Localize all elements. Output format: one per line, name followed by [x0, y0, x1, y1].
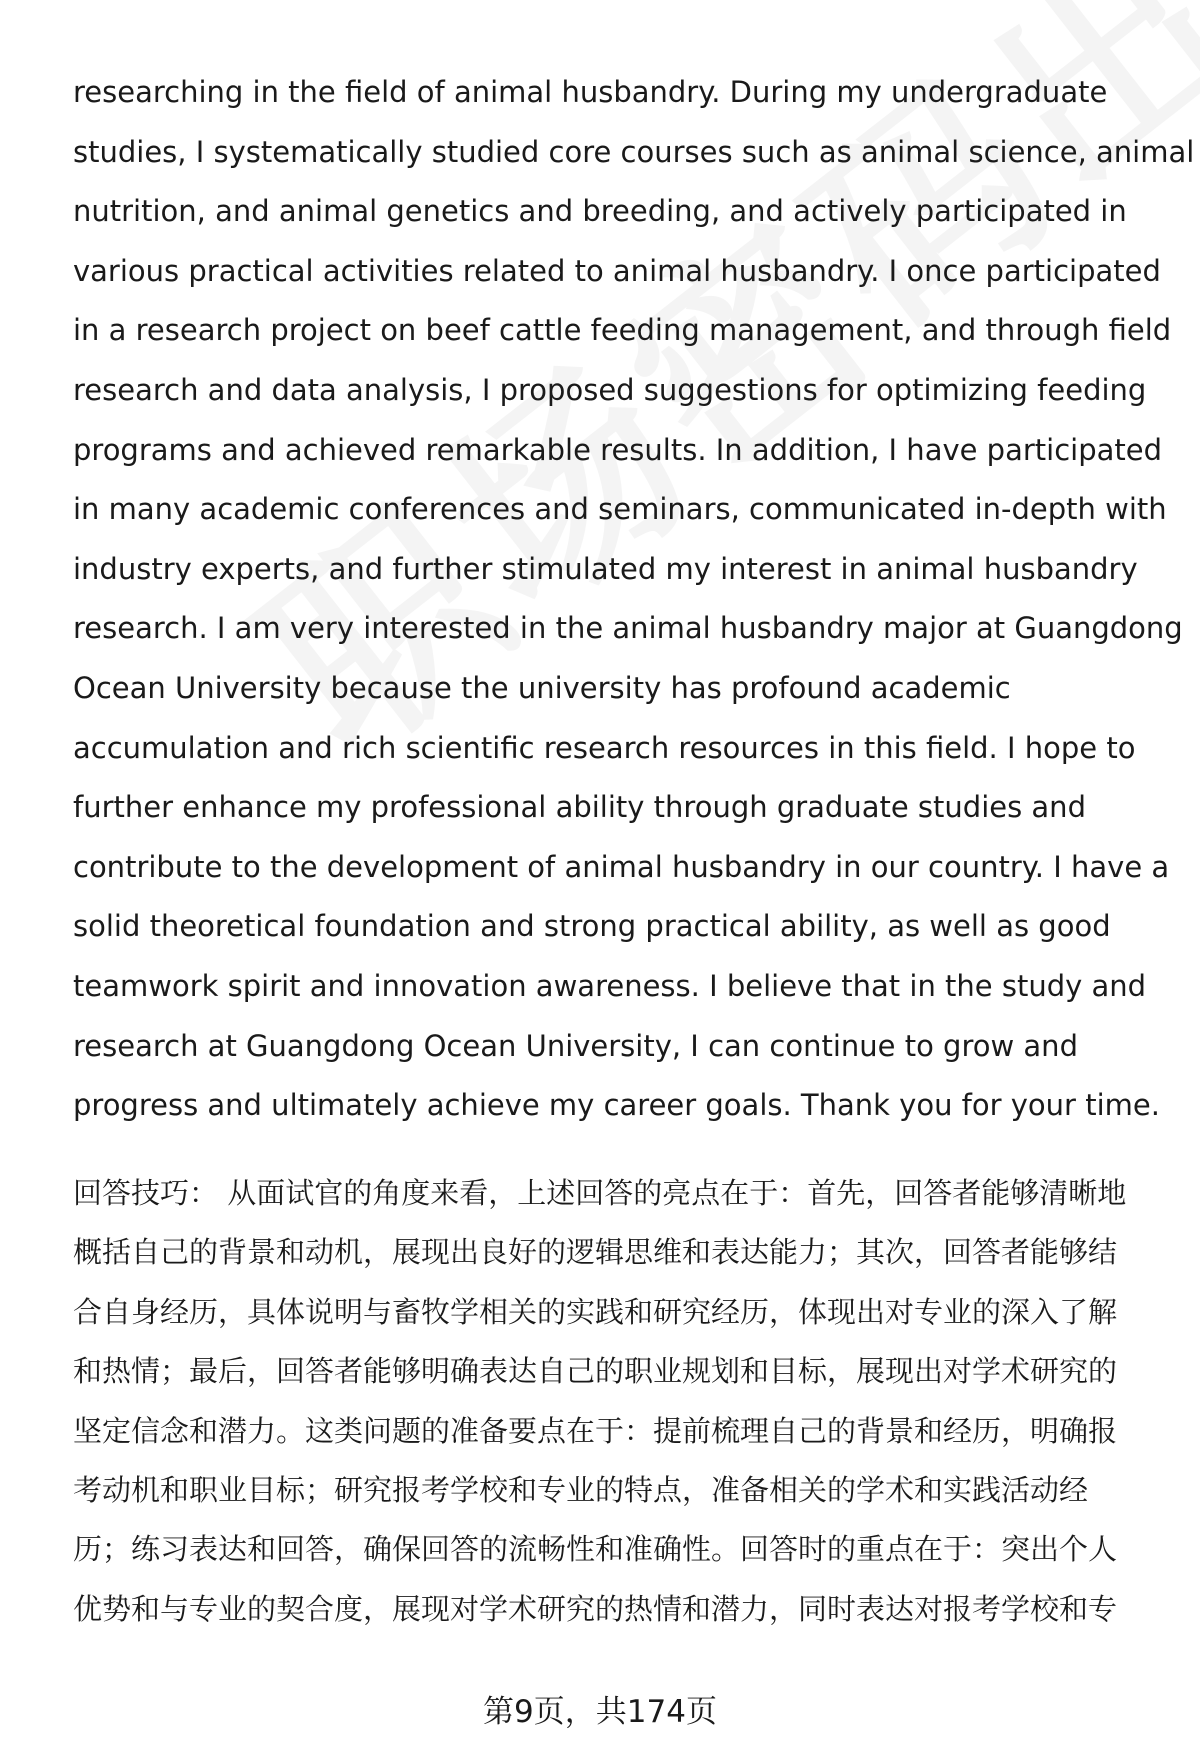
- text-line: in a research project on beef cattle feeding management, and through field: [73, 313, 1172, 348]
- text-line: 和热情；最后，回答者能够明确表达自己的职业规划和目标，展现出对学术研究的: [73, 1354, 1118, 1389]
- text-line: progress and ultimately achieve my career goals. Thank you for your time.: [73, 1088, 1160, 1123]
- text-line: research at Guangdong Ocean University, I can continue to grow and: [73, 1028, 1078, 1063]
- text-line: 合自身经历，具体说明与畜牧学相关的实践和研究经历，体现出对专业的深入了解: [73, 1294, 1118, 1329]
- text-line: teamwork spirit and innovation awareness. I believe that in the study and: [73, 968, 1147, 1003]
- text-line: 优势和与专业的契合度，展现对学术研究的热情和潜力，同时表达对报考学校和专: [73, 1591, 1118, 1626]
- text-line: nutrition, and animal genetics and breeding, and actively participated in: [73, 194, 1127, 229]
- text-line: researching in the field of animal husbandry. During my undergraduate: [73, 75, 1108, 109]
- text-line: contribute to the development of animal husbandry in our country. I have a: [73, 849, 1170, 884]
- answer-paragraph-english: [73, 63, 1195, 1136]
- text-line: accumulation and rich scientific research resources in this field. I hope to: [73, 730, 1136, 765]
- text-line: industry experts, and further stimulated my interest in animal husbandry: [73, 551, 1138, 586]
- text-line: research and data analysis, I proposed suggestions for optimizing feeding: [73, 372, 1147, 407]
- page-number-footer: 第9页，共174页: [483, 1694, 717, 1730]
- text-line: various practical activities related to animal husbandry. I once participated: [73, 253, 1161, 288]
- text-line: 坚定信念和潜力。这类问题的准备要点在于：提前梳理自己的背景和经历，明确报: [73, 1413, 1118, 1448]
- text-line: further enhance my professional ability through graduate studies and: [73, 790, 1086, 825]
- text-line: 回答技巧： 从面试官的角度来看，上述回答的亮点在于：首先，回答者能够清晰地: [73, 1176, 1127, 1210]
- text-line: in many academic conferences and seminars, communicated in-depth with: [73, 492, 1167, 527]
- text-line: solid theoretical foundation and strong practical ability, as well as good: [73, 909, 1111, 944]
- answer-tips-paragraph: [73, 1164, 1163, 1639]
- text-line: 历；练习表达和回答，确保回答的流畅性和准确性。回答时的重点在于：突出个人: [73, 1532, 1118, 1567]
- text-line: 概括自己的背景和动机，展现出良好的逻辑思维和表达能力；其次，回答者能够结: [73, 1235, 1118, 1270]
- text-line: Ocean University because the university has profound academic: [73, 670, 1011, 705]
- text-line: 考动机和职业目标；研究报考学校和专业的特点，准备相关的学术和实践活动经: [73, 1472, 1089, 1507]
- text-line: studies, I systematically studied core courses such as animal science, animal: [73, 134, 1195, 169]
- text-line: research. I am very interested in the animal husbandry major at Guangdong: [73, 611, 1183, 646]
- text-line: programs and achieved remarkable results. In addition, I have participated: [73, 432, 1163, 467]
